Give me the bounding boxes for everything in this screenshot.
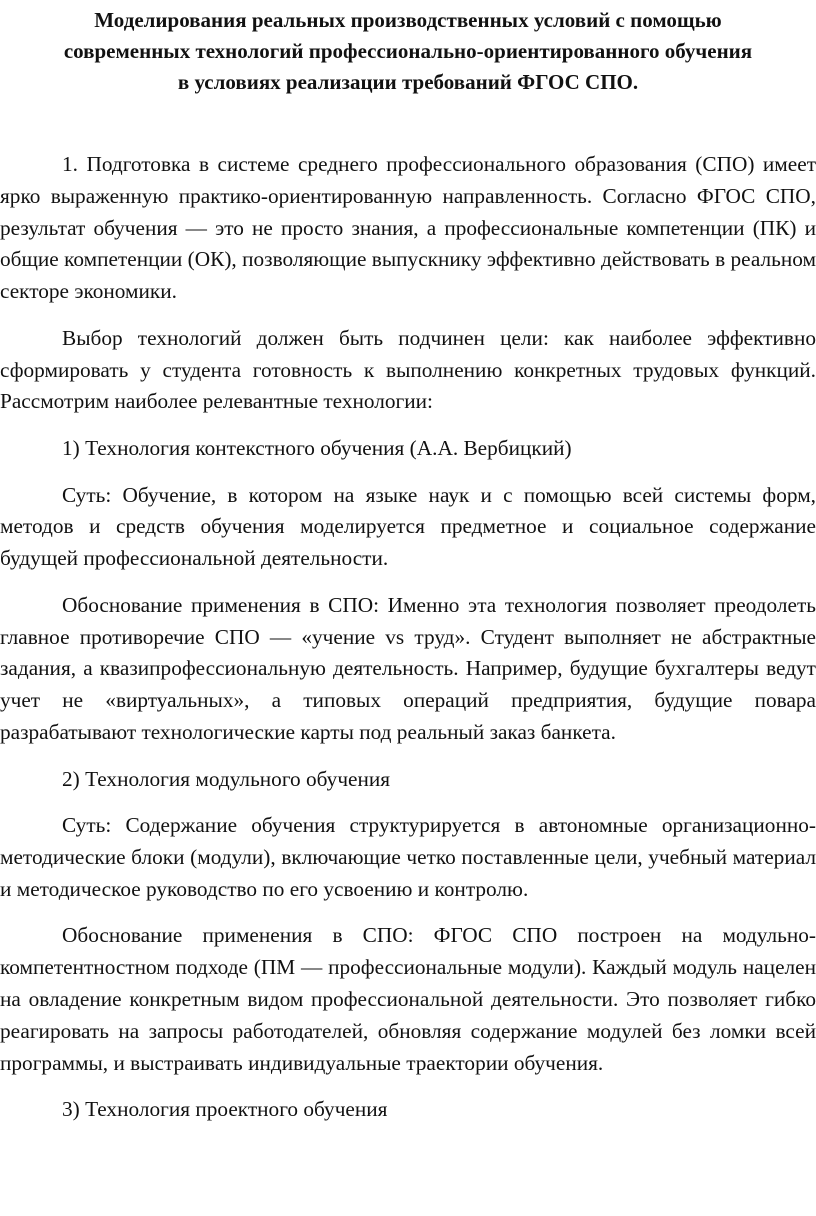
section-heading: 1) Технология контекстного обучения (А.А. Вербицкий) bbox=[62, 435, 572, 460]
section-heading: 3) Технология проектного обучения bbox=[62, 1097, 388, 1122]
paragraph: 1. Подготовка в системе среднего профессионального образования (СПО) имеет ярко выраженную практико-ориентированную направленность. Согласно ФГОС СПО, результат обучения — это не просто знания, а профессиональные компетенции (ПК) и общие компетенции (ОК), позволяющие выпускнику эффективно действовать в реальном секторе экономики. bbox=[0, 152, 816, 304]
title-line: Моделирования реальных производственных условий с помощью bbox=[94, 8, 722, 32]
paragraph: Выбор технологий должен быть подчинен цели: как наиболее эффективно сформировать у студента готовность к выполнению конкретных трудовых функций. Рассмотрим наиболее релевантные технологии: bbox=[0, 325, 816, 414]
title-line: современных технологий профессионально-ориентированного обучения bbox=[63, 39, 753, 63]
paragraph: Обоснование применения в СПО: Именно эта технология позволяет преодолеть главное противоречие СПО — «учение vs труд». Студент выполняет не абстрактные задания, а квазипрофессиональную деятельность. Например, будущие бухгалтеры ведут учет не «виртуальных», а типовых операций предприятия, будущие повара разрабатывают технологические карты под реальный заказ банкета. bbox=[0, 592, 816, 744]
document-title bbox=[0, 5, 816, 98]
paragraph: Суть: Обучение, в котором на языке наук и с помощью всей системы форм, методов и средств обучения моделируется предметное и социальное содержание будущей профессиональной деятельности. bbox=[0, 482, 816, 571]
paragraph: Обоснование применения в СПО: ФГОС СПО построен на модульно-компетентностном подходе (ПМ — профессиональные модули). Каждый модуль нацелен на овладение конкретным видом профессиональной деятельности. Это позволяет гибко реагировать на запросы работодателей, обновляя содержание модулей без ломки всей программы, и выстраивать индивидуальные траектории обучения. bbox=[0, 923, 816, 1075]
section-heading: 2) Технология модульного обучения bbox=[62, 766, 391, 791]
title-line: в условиях реализации требований ФГОС СПО. bbox=[177, 70, 639, 94]
paragraph: Суть: Содержание обучения структурируется в автономные организационно-методические блоки (модули), включающие четко поставленные цели, учебный материал и методическое руководство по его усвоению и контролю. bbox=[0, 813, 816, 901]
document-body bbox=[0, 149, 816, 1141]
